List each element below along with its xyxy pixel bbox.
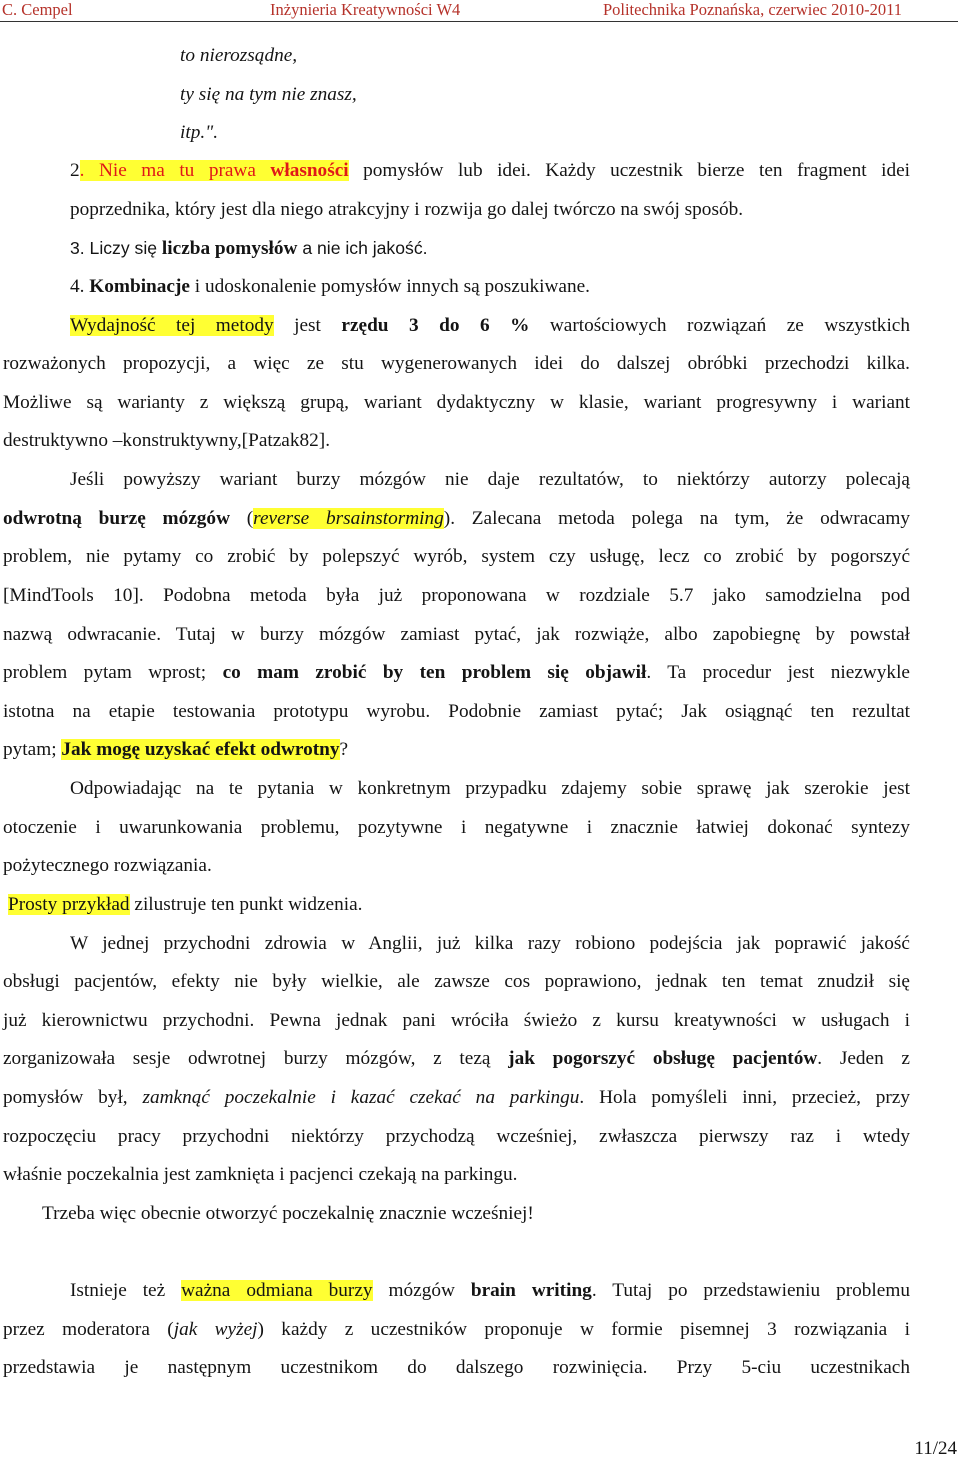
text-line <box>8 893 362 917</box>
text-span: wartościowych rozwiązań ze wszystkich <box>529 315 911 336</box>
text-span: mózgów <box>372 1280 471 1301</box>
text-line: przedstawia je następnym uczestnikom do dalszego rozwinięcia. Przy 5-ciu uczestnikach <box>3 1357 910 1378</box>
bold-span: odwrotną burzę mózgów <box>3 508 230 529</box>
text-line <box>3 661 910 685</box>
highlight-span <box>80 160 349 181</box>
text-line: nazwą odwracanie. Tutaj w burzy mózgów zamiast pytać, jak rozwiąże, albo zapobiegnę by powstał <box>3 624 910 645</box>
italic-span: zamknąć poczekalnie i kazać czekać na parkingu <box>142 1087 580 1108</box>
bold-span: co mam zrobić by ten problem się objawił <box>222 662 647 683</box>
text-line: właśnie poczekalnia jest zamknięta i pacjenci czekają na parkingu. <box>3 1164 518 1185</box>
text-line: to nierozsądne, <box>180 45 298 66</box>
highlight-span: reverse brsainstorming <box>253 508 444 529</box>
text-span: problem pytam wprost; <box>3 662 223 683</box>
text-line <box>3 1086 910 1110</box>
bold-span: brain writing <box>470 1280 592 1301</box>
text-line: poprzednika, który jest dla niego atrakcyjny i rozwija go dalej twórczo na swój sposób. <box>70 199 744 220</box>
text-span: pytam; <box>3 739 62 760</box>
text-line: istotna na etapie testowania prototypu wyrobu. Podobnie zamiast pytać; Jak osiągnąć ten rezultat <box>3 701 910 722</box>
bold-span: Kombinacje <box>89 276 190 297</box>
text-span: pomysłów lub idei. Każdy uczestnik bierze ten fragment idei <box>348 160 911 181</box>
text-line <box>70 275 590 299</box>
text-line <box>3 738 348 762</box>
text-line <box>70 159 910 183</box>
text-line <box>70 1279 910 1303</box>
highlight-span: Wydajność tej metody <box>70 315 274 336</box>
text-line: rozważonych propozycji, a więc ze stu wygenerowanych idei do dalszej obróbki przechodzi kilka. <box>3 353 910 374</box>
text-line: pożytecznego rozwiązania. <box>3 855 212 876</box>
text-line: itp.". <box>180 122 219 143</box>
text-span: zorganizowała sesje odwrotnej burzy mózgów, z tezą <box>3 1048 509 1069</box>
text-line: [MindTools 10]. Podobna metoda była już proponowana w rozdziale 5.7 jako samodzielna pod <box>3 585 910 606</box>
highlight-span: Prosty przykład <box>8 894 130 915</box>
italic-span: jak wyżej <box>173 1319 258 1340</box>
text-span: . Tutaj po przedstawieniu problemu <box>591 1280 910 1301</box>
text-span: ). Zalecana metoda polega na tym, że odwracamy <box>443 508 911 529</box>
text-line: W jednej przychodni zdrowia w Anglii, już kilka razy robiono podejścia jak poprawić jakość <box>70 933 910 954</box>
text-span: 4. <box>70 276 90 297</box>
text-span: i udoskonalenie pomysłów innych są poszukiwane. <box>189 276 590 297</box>
text-span: 3. Liczy się <box>70 238 162 258</box>
text-span: zilustruje ten punkt widzenia. <box>129 894 363 915</box>
text-span: jest <box>273 315 342 336</box>
header-rule <box>0 21 958 22</box>
text-span: ) każdy z uczestników proponuje w formie pisemnej 3 rozwiązania i <box>257 1319 910 1340</box>
bold-span: rzędu 3 do 6 % <box>341 315 530 336</box>
text-span: . Jeden z <box>817 1048 910 1069</box>
text-span: pomysłów był, <box>3 1087 143 1108</box>
text-line: rozpoczęciu pracy przychodni niektórzy przychodzą wcześniej, zwłaszcza pierwszy raz i wtedy <box>3 1126 910 1147</box>
text-line <box>3 1318 910 1342</box>
text-line: obsługi pacjentów, efekty nie były wielkie, ale zawsze cos poprawiono, jednak ten temat znudził się <box>3 971 910 992</box>
text-line: już kierownictwu przychodni. Pewna jednak pani wróciła świeżo z kursu kreatywności w usługach i <box>3 1010 910 1031</box>
text-line <box>3 507 910 531</box>
text-line: Trzeba więc obecnie otworzyć poczekalnię znacznie wcześniej! <box>42 1203 534 1224</box>
text-span: ? <box>339 739 349 760</box>
text-span: Istnieje też <box>70 1280 182 1301</box>
header-author: C. Cempel <box>2 0 73 19</box>
bold-span: jak pogorszyć obsługę pacjentów <box>508 1048 818 1069</box>
text-span: . Hola pomyśleli inni, przecież, przy <box>579 1087 910 1108</box>
highlight-span: Jak mogę uzyskać efekt odwrotny <box>61 739 340 760</box>
text-line <box>70 314 910 338</box>
text-line: Jeśli powyższy wariant burzy mózgów nie daje rezultatów, to niektórzy autorzy polecają <box>70 469 910 490</box>
page-number: 11/24 <box>914 1438 957 1459</box>
text-line: ty się na tym nie znasz, <box>180 84 357 105</box>
text-span: . Nie ma <box>79 160 165 181</box>
header-institution: Politechnika Poznańska, czerwiec 2010-2011 <box>602 0 902 19</box>
text-span: . Ta procedur jest niezwykle <box>646 662 910 683</box>
bold-span: liczba pomysłów <box>161 238 298 259</box>
text-line <box>3 1047 910 1071</box>
text-span: a nie ich jakość. <box>297 238 428 258</box>
text-line: destruktywno –konstruktywny,[Patzak82]. <box>3 430 331 451</box>
bold-span: własności <box>270 160 349 181</box>
page-header <box>0 0 960 22</box>
text-span: tu prawa <box>164 160 271 181</box>
highlight-span: ważna odmiana burzy <box>181 1280 373 1301</box>
text-line: problem, nie pytamy co zrobić by polepszyć wyrób, system czy usługę, lecz co zrobić by pogorszyć <box>3 546 910 567</box>
text-span: 2 <box>70 160 80 181</box>
text-line: otoczenie i uwarunkowania problemu, pozytywne i negatywne i znacznie łatwiej dokonać syntezy <box>3 817 910 838</box>
text-line: Możliwe są warianty z większą grupą, wariant dydaktyczny w klasie, wariant progresywny i wariant <box>3 392 910 413</box>
text-span: ( <box>230 508 254 529</box>
text-span: przez moderatora ( <box>3 1319 174 1340</box>
header-course: Inżynieria Kreatywności W4 <box>270 0 461 19</box>
text-line <box>70 236 428 261</box>
text-line: Odpowiadając na te pytania w konkretnym przypadku zdajemy sobie sprawę jak szerokie jest <box>70 778 910 799</box>
